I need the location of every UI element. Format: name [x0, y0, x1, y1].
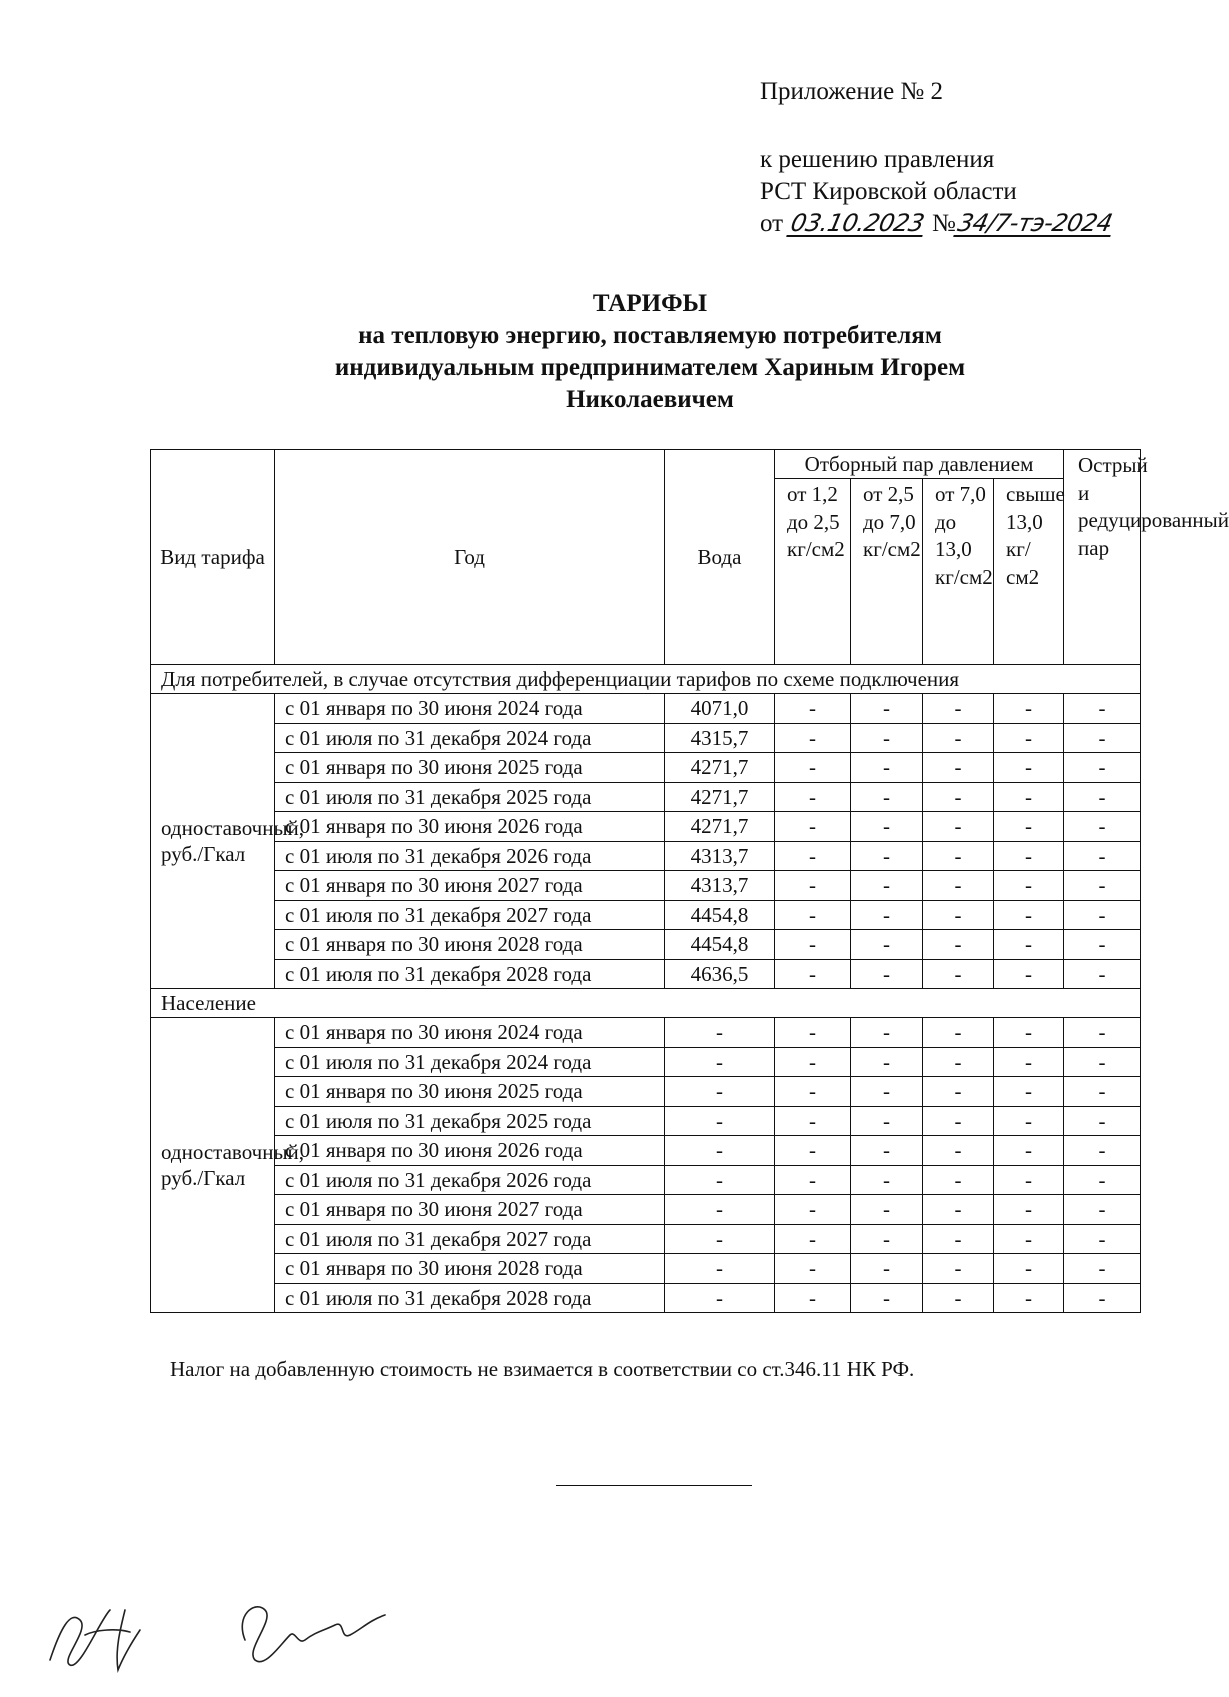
tariff-kind: одноставочный, руб./Гкал	[151, 1018, 275, 1313]
period-cell: с 01 января по 30 июня 2027 года	[275, 871, 665, 901]
steam-value: -	[923, 782, 994, 812]
decision-ref	[760, 208, 1113, 240]
steam-value: -	[851, 959, 923, 989]
water-value: -	[665, 1195, 775, 1225]
steam-value: -	[851, 1195, 923, 1225]
steam-value: -	[851, 694, 923, 724]
period-cell: с 01 июля по 31 декабря 2027 года	[275, 1224, 665, 1254]
steam-value: -	[923, 1136, 994, 1166]
period-cell: с 01 января по 30 июня 2026 года	[275, 1136, 665, 1166]
table-row	[151, 694, 1141, 724]
steam-value: -	[775, 1136, 851, 1166]
water-value: -	[665, 1106, 775, 1136]
steam-value: -	[851, 782, 923, 812]
decision-number: 34/7-тэ-2024	[955, 209, 1115, 237]
water-value: -	[665, 1077, 775, 1107]
section-label: Население	[151, 989, 1141, 1018]
steam-value: -	[994, 723, 1064, 753]
period-cell: с 01 июля по 31 декабря 2028 года	[275, 1283, 665, 1313]
table-row	[151, 871, 1141, 901]
table-row	[151, 841, 1141, 871]
water-value: -	[665, 1047, 775, 1077]
title-line-3: индивидуальным предпринимателем Хариным Игорем	[334, 354, 966, 381]
steam-value: -	[1064, 723, 1141, 753]
tariff-table	[150, 449, 1229, 1313]
steam-value: -	[923, 723, 994, 753]
steam-value: -	[851, 1077, 923, 1107]
period-cell: с 01 июля по 31 декабря 2024 года	[275, 1047, 665, 1077]
steam-value: -	[851, 812, 923, 842]
steam-value: -	[994, 1106, 1064, 1136]
steam-value: -	[923, 1077, 994, 1107]
steam-value: -	[851, 1283, 923, 1313]
steam-value: -	[994, 812, 1064, 842]
table-row	[151, 930, 1141, 960]
header-kind: Вид тарифа	[151, 450, 275, 665]
water-value: -	[665, 1224, 775, 1254]
steam-value: -	[1064, 1195, 1141, 1225]
steam-value: -	[994, 753, 1064, 783]
steam-value: -	[1064, 782, 1141, 812]
steam-value: -	[923, 1224, 994, 1254]
steam-value: -	[851, 841, 923, 871]
steam-value: -	[775, 723, 851, 753]
water-value: 4313,7	[665, 871, 775, 901]
table-row	[151, 1136, 1141, 1166]
steam-value: -	[1064, 871, 1141, 901]
table-row	[151, 1047, 1141, 1077]
steam-value: -	[1064, 1283, 1141, 1313]
vat-note: Налог на добавленную стоимость не взимается в соответствии со ст.346.11 НК РФ.	[170, 1357, 915, 1381]
water-value: -	[665, 1283, 775, 1313]
water-value: 4313,7	[665, 841, 775, 871]
steam-value: -	[923, 1195, 994, 1225]
steam-value: -	[775, 1018, 851, 1048]
steam-value: -	[851, 930, 923, 960]
steam-value: -	[851, 1047, 923, 1077]
table-row	[151, 812, 1141, 842]
steam-value: -	[923, 753, 994, 783]
period-cell: с 01 июля по 31 декабря 2025 года	[275, 782, 665, 812]
steam-value: -	[1064, 900, 1141, 930]
steam-value: -	[775, 930, 851, 960]
table-row	[151, 723, 1141, 753]
appendix-block	[760, 76, 1113, 240]
header-year: Год	[275, 450, 665, 665]
steam-value: -	[851, 871, 923, 901]
steam-value: -	[923, 1254, 994, 1284]
steam-value: -	[923, 930, 994, 960]
header-steam-1: от 1,2 до 2,5 кг/см2	[775, 479, 851, 665]
steam-value: -	[994, 694, 1064, 724]
steam-value: -	[994, 1254, 1064, 1284]
steam-value: -	[851, 1018, 923, 1048]
water-value: 4271,7	[665, 812, 775, 842]
period-cell: с 01 июля по 31 декабря 2026 года	[275, 841, 665, 871]
steam-value: -	[923, 1283, 994, 1313]
period-cell: с 01 января по 30 июня 2026 года	[275, 812, 665, 842]
steam-value: -	[851, 753, 923, 783]
steam-value: -	[994, 782, 1064, 812]
steam-value: -	[994, 871, 1064, 901]
period-cell: с 01 июля по 31 декабря 2024 года	[275, 723, 665, 753]
header-steam-2: от 2,5 до 7,0 кг/см2	[851, 479, 923, 665]
steam-value: -	[1064, 930, 1141, 960]
signature-right	[242, 1607, 385, 1662]
steam-value: -	[1064, 1165, 1141, 1195]
steam-value: -	[851, 1254, 923, 1284]
period-cell: с 01 января по 30 июня 2027 года	[275, 1195, 665, 1225]
steam-value: -	[994, 900, 1064, 930]
table-row	[151, 900, 1141, 930]
steam-value: -	[775, 871, 851, 901]
water-value: -	[665, 1254, 775, 1284]
steam-value: -	[994, 1283, 1064, 1313]
steam-value: -	[1064, 1106, 1141, 1136]
steam-value: -	[1064, 1136, 1141, 1166]
steam-value: -	[1064, 694, 1141, 724]
steam-value: -	[923, 959, 994, 989]
period-cell: с 01 января по 30 июня 2024 года	[275, 1018, 665, 1048]
steam-value: -	[1064, 812, 1141, 842]
steam-value: -	[923, 1165, 994, 1195]
steam-value: -	[994, 841, 1064, 871]
decision-line: к решению правления	[760, 146, 995, 173]
table-row	[151, 782, 1141, 812]
water-value: -	[665, 1165, 775, 1195]
title-line-4: Николаевичем	[566, 386, 734, 413]
title-line-1: ТАРИФЫ	[592, 290, 708, 317]
steam-value: -	[851, 723, 923, 753]
water-value: 4636,5	[665, 959, 775, 989]
tariff-kind: одноставочный, руб./Гкал	[151, 694, 275, 989]
water-value: 4454,8	[665, 930, 775, 960]
steam-value: -	[775, 753, 851, 783]
header-water: Вода	[665, 450, 775, 665]
steam-value: -	[775, 900, 851, 930]
steam-value: -	[775, 1224, 851, 1254]
table-row	[151, 1018, 1141, 1048]
water-value: 4071,0	[665, 694, 775, 724]
steam-value: -	[923, 1047, 994, 1077]
table-row	[151, 1077, 1141, 1107]
period-cell: с 01 января по 30 июня 2028 года	[275, 1254, 665, 1284]
signature-left	[50, 1610, 140, 1670]
steam-value: -	[1064, 753, 1141, 783]
steam-value: -	[775, 1165, 851, 1195]
table-row	[151, 959, 1141, 989]
table-row	[151, 1224, 1141, 1254]
steam-value: -	[923, 1018, 994, 1048]
steam-value: -	[775, 959, 851, 989]
steam-value: -	[994, 959, 1064, 989]
table-row	[151, 1106, 1141, 1136]
period-cell: с 01 января по 30 июня 2025 года	[275, 1077, 665, 1107]
steam-value: -	[1064, 1018, 1141, 1048]
water-value: 4271,7	[665, 753, 775, 783]
steam-value: -	[1064, 1047, 1141, 1077]
water-value: 4454,8	[665, 900, 775, 930]
steam-value: -	[994, 1077, 1064, 1107]
steam-value: -	[851, 1106, 923, 1136]
table-row	[151, 1283, 1141, 1313]
steam-value: -	[775, 1047, 851, 1077]
table-row	[151, 1165, 1141, 1195]
period-cell: с 01 января по 30 июня 2024 года	[275, 694, 665, 724]
steam-value: -	[851, 1136, 923, 1166]
steam-value: -	[775, 1283, 851, 1313]
steam-value: -	[994, 1018, 1064, 1048]
steam-value: -	[994, 1136, 1064, 1166]
steam-value: -	[1064, 1224, 1141, 1254]
steam-value: -	[994, 930, 1064, 960]
steam-value: -	[994, 1195, 1064, 1225]
steam-value: -	[923, 871, 994, 901]
period-cell: с 01 июля по 31 декабря 2026 года	[275, 1165, 665, 1195]
number-label: №	[932, 210, 956, 237]
header-steam-4: свыше 13,0 кг/см2	[994, 479, 1064, 665]
header-sharp-steam: Острый и редуцированный пар	[1064, 450, 1141, 665]
steam-value: -	[775, 782, 851, 812]
tariff-table-body	[151, 665, 1141, 1313]
authority-line: РСТ Кировской области	[760, 178, 1017, 205]
steam-value: -	[775, 1254, 851, 1284]
signatures	[40, 1590, 400, 1680]
title-line-2: на тепловую энергию, поставляемую потребителям	[358, 322, 942, 349]
water-value: -	[665, 1018, 775, 1048]
decision-date: 03.10.2023	[788, 209, 927, 237]
water-value: -	[665, 1136, 775, 1166]
steam-value: -	[775, 812, 851, 842]
table-row	[151, 753, 1141, 783]
steam-value: -	[923, 812, 994, 842]
steam-value: -	[1064, 841, 1141, 871]
steam-value: -	[923, 694, 994, 724]
from-label: от	[760, 210, 784, 237]
steam-value: -	[851, 1165, 923, 1195]
steam-value: -	[775, 841, 851, 871]
header-steam-3: от 7,0 до 13,0 кг/см2	[923, 479, 994, 665]
table-row	[151, 1254, 1141, 1284]
period-cell: с 01 июля по 31 декабря 2025 года	[275, 1106, 665, 1136]
steam-value: -	[1064, 1254, 1141, 1284]
section-label: Для потребителей, в случае отсутствия дифференциации тарифов по схеме подключения	[151, 665, 1141, 694]
steam-value: -	[923, 900, 994, 930]
water-value: 4271,7	[665, 782, 775, 812]
steam-value: -	[775, 1077, 851, 1107]
document-title	[150, 288, 1150, 416]
steam-value: -	[994, 1224, 1064, 1254]
steam-value: -	[775, 694, 851, 724]
period-cell: с 01 января по 30 июня 2028 года	[275, 930, 665, 960]
appendix-number: Приложение № 2	[760, 78, 944, 105]
steam-value: -	[775, 1106, 851, 1136]
period-cell: с 01 июля по 31 декабря 2027 года	[275, 900, 665, 930]
steam-value: -	[851, 900, 923, 930]
steam-value: -	[775, 1195, 851, 1225]
steam-value: -	[994, 1047, 1064, 1077]
water-value: 4315,7	[665, 723, 775, 753]
period-cell: с 01 января по 30 июня 2025 года	[275, 753, 665, 783]
header-steam: Отборный пар давлением	[775, 450, 1064, 479]
steam-value: -	[923, 841, 994, 871]
period-cell: с 01 июля по 31 декабря 2028 года	[275, 959, 665, 989]
steam-value: -	[1064, 1077, 1141, 1107]
table-row	[151, 1195, 1141, 1225]
end-line	[556, 1485, 752, 1486]
steam-value: -	[1064, 959, 1141, 989]
steam-value: -	[923, 1106, 994, 1136]
steam-value: -	[851, 1224, 923, 1254]
steam-value: -	[994, 1165, 1064, 1195]
